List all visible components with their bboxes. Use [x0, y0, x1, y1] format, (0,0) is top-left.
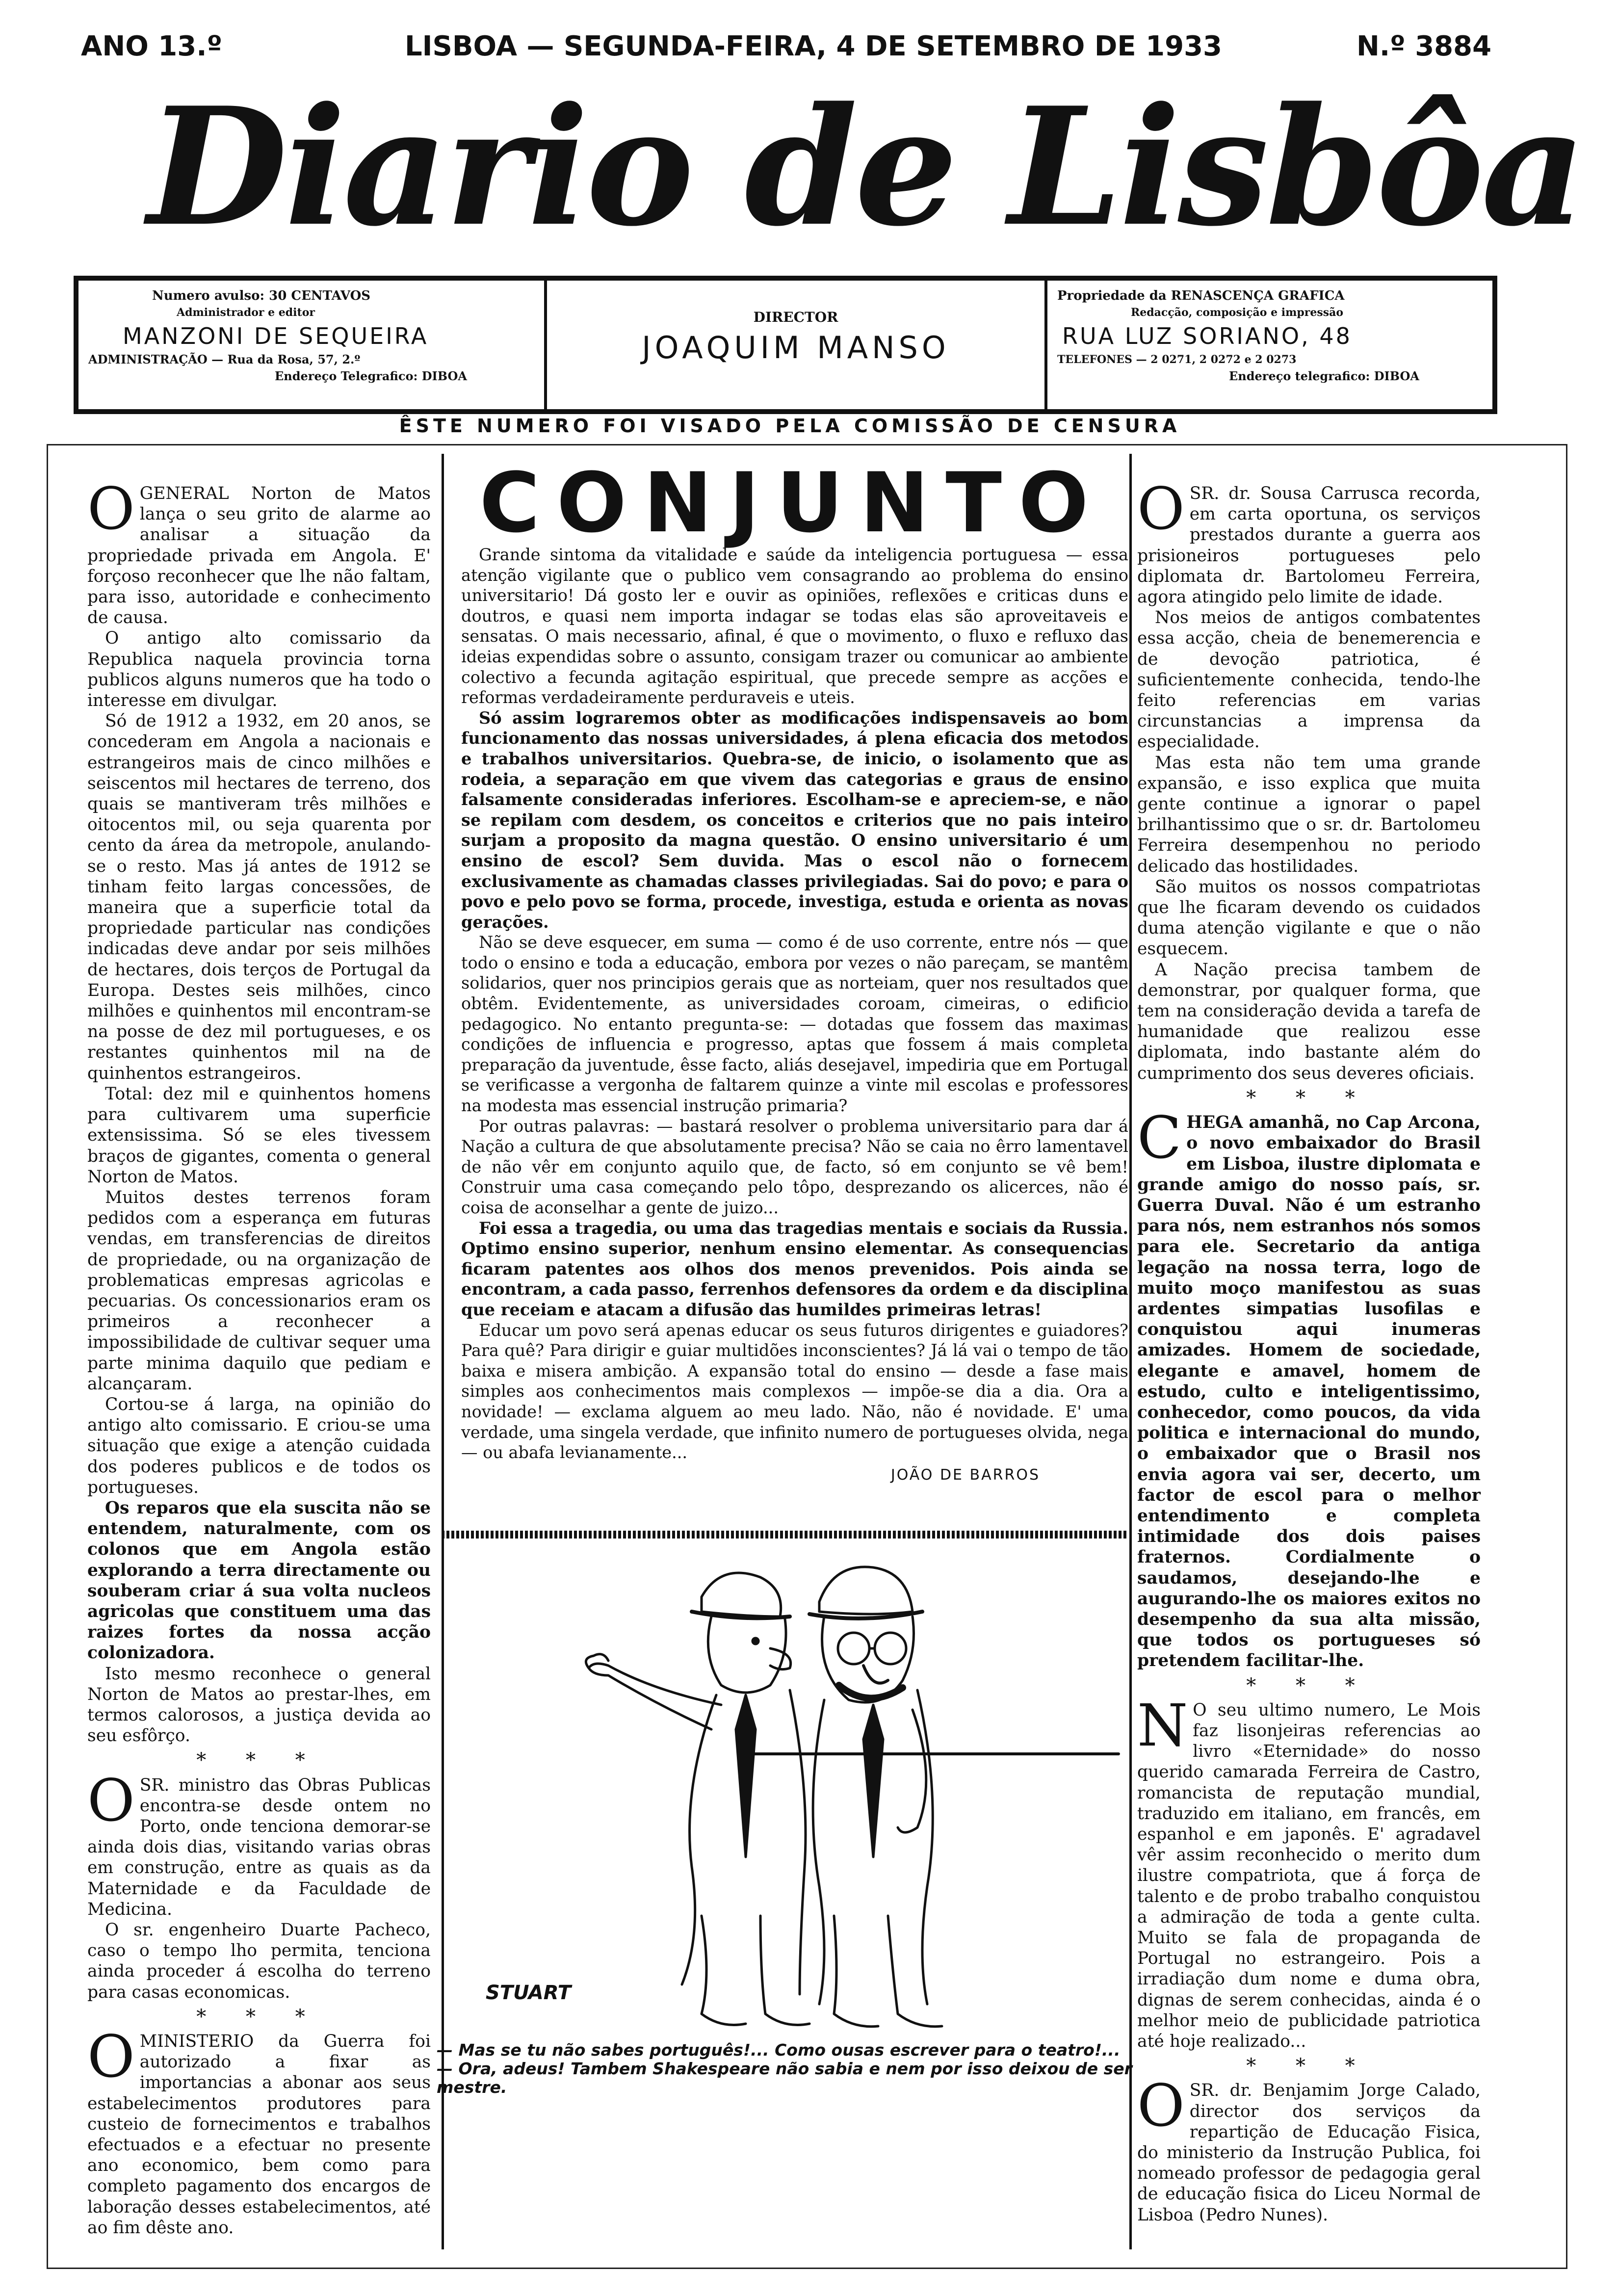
telegraph-left: Endereço Telegrafico: DIBOA: [275, 369, 468, 383]
info-center: [547, 281, 1047, 409]
street-address: RUA LUZ SORIANO, 48: [1062, 323, 1352, 349]
right-p7: NO seu ultimo numero, Le Mois faz lisonjeiras referencias ao livro «Eternidade» do nosso querido camarada Ferreira de Castro, romancista de reputação mundial, traduzido em italiano, em francês, em espanhol e em japonês. E' agradavel vêr assim reconhecido o merito dum ilustre compatriota, que á força de talento e de probo trabalho conquistou a admiração de toda a gente culta. Muito se fala de propaganda de Portugal no estrangeiro. Pois a irradiação dum nome e duma obra, dignas de serem conhecidas, ainda é o melhor meio de publicidade patriotica até hoje realizado...: [1137, 1691, 1481, 2052]
left-column: [87, 475, 431, 2238]
article-byline: JOÃO DE BARROS: [890, 1466, 1040, 1484]
cartoon-drawing: [446, 1543, 1123, 2038]
center-article: [461, 545, 1128, 1485]
right-p4: São muitos os nossos compatriotas que lhe ficaram devendo os cuidados duma atenção vigilante e que o não esquecem.: [1137, 877, 1481, 959]
dateline-bar: [81, 30, 1494, 75]
left-p6: Cortou-se á larga, na opinião do antigo alto comissario. E criou-se uma situação que exige a atenção cuidada dos poderes publicos e de todos os portugueses.: [87, 1394, 431, 1497]
right-p2: Nos meios de antigos combatentes essa acção, cheia de benemerencia e de devoção patriotica, é suficientemente conhecida, tendo-lhe feito referencias em varias circunstancias a imprensa da especialidade.: [1137, 608, 1481, 752]
center-p3: Não se deve esquecer, em suma — como é de uso corrente, entre nós — que todo o ensino e toda a educação, embora por vezes o não pareçam, se mantêm solidarios, quer nos principios gerais que as norteiam, quer nos resultados que obtêm. Evidentemente, as universidades coroam, cimeiras, o edificio pedagogico. No entanto pregunta-se: — dotadas que fossem das maximas condições de influencia e progresso, aptas que fossem á mais completa preparação da juventude, êsse facto, aliás desejavel, impediria que em Portugal se verificasse a vergonha de faltarem quinze a vinte mil escolas e professores na modesta mas essencial instrução primaria?: [461, 933, 1128, 1116]
center-p4: Por outras palavras: — bastará resolver o problema universitario para dar á Nação a cultura de que absolutamente precisa? Não se caia no êrro lamentavel de não vêr em conjunto aquilo que, de facto, só em conjunto se vê bem! Construir uma casa começando pelo tôpo, desprezando os alicerces, não é coisa de aconselhar a gente de juizo...: [461, 1116, 1128, 1217]
admin-label: Administrador e editor: [177, 306, 315, 319]
director-label: DIRECTOR: [753, 309, 838, 325]
admin-address: ADMINISTRAÇÃO — Rua da Rosa, 57, 2.º: [88, 352, 361, 366]
cartoon-divider: [442, 1531, 1128, 1539]
left-p4: Total: dez mil e quinhentos homens para cultivarem uma superficie extensissima. Só se eles tivessem braços de gigantes, comenta o general Norton de Matos.: [87, 1084, 431, 1187]
price: Numero avulso: 30 CENTAVOS: [152, 288, 371, 303]
admin-name: MANZONI DE SEQUEIRA: [123, 323, 429, 349]
owner: Propriedade da RENASCENÇA GRAFICA: [1057, 288, 1345, 303]
separator-stars: * * *: [196, 1749, 322, 1772]
separator-stars: * * *: [1246, 1674, 1372, 1697]
telegraph-right: Endereço telegrafico: DIBOA: [1229, 369, 1419, 383]
caption-line-2: — Ora, adeus! Tambem Shakespeare não sabia e nem por isso deixou de ser mestre.: [437, 2059, 1132, 2097]
cartoon-caption: [437, 2041, 1133, 2097]
censorship-notice: ÊSTE NUMERO FOI VISADO PELA COMISSÃO DE CENSURA: [399, 415, 1181, 437]
year-label: ANO 13.º: [81, 30, 223, 62]
article-headline: CONJUNTO: [479, 455, 1105, 551]
left-p8: Isto mesmo reconhece o general Norton de Matos ao prestar-lhes, em termos calorosos, a justiça devida ao seu esfôrço.: [87, 1664, 431, 1746]
left-p10: O sr. engenheiro Duarte Pacheco, caso o tempo lho permita, tenciona ainda proceder á escolha do terreno para casas economicas.: [87, 1920, 431, 2002]
center-p2: Só assim lograremos obter as modificações indispensaveis ao bom funcionamento das nossas universidades, á plena eficacia dos metodos e trabalhos universitarios. Quebra-se, de inicio, o isolamento que as rodeia, a separação em que vivem das categorias e graus de ensino falsamente consideradas inferiores. Escolham-se e apreciem-se, e não se repilam com desdem, os conceitos e criterios que no pais inteiro surjam a proposito da magna questão. O ensino universitario é um ensino de escol? Sem duvida. Mas o escol não o fornecem exclusivamente as chamadas classes privilegiadas. Sai do povo; e para o povo e pelo povo se forma, procede, investiga, estuda e orienta as novas gerações.: [461, 708, 1128, 932]
left-p2: O antigo alto comissario da Republica naquela provincia torna publicos alguns numeros que ha todo o interesse em divulgar.: [87, 628, 431, 711]
right-p8: OSR. dr. Benjamim Jorge Calado, director dos serviços da repartição de Educação Fisica, do ministerio da Instrução Publica, foi nomeado professor de pedagogia geral de educação fisica do Liceu Normal de Lisboa (Pedro Nunes).: [1137, 2072, 1481, 2225]
left-p11: OMINISTERIO da Guerra foi autorizado a fixar as importancias a abonar aos seus estabelecimentos produtores para custeio de fornecimentos e trabalhos efectuados e a efectuar no presente ano economico, bem como para completo pagamento dos encargos de laboração desses estabelecimentos, até ao fim dêste ano.: [87, 2023, 431, 2238]
left-p5: Muitos destes terrenos foram pedidos com a esperança em futuras vendas, em transferencias de direitos de propriedade, ou na organização de problematicas empresas agricolas e pecuarias. Os concessionarios eram os primeiros a reconhecer a impossibilidade de cultivar sequer uma parte minima daquilo que pediam e alcançaram.: [87, 1187, 431, 1394]
right-p6: CHEGA amanhã, no Cap Arcona, o novo embaixador do Brasil em Lisboa, ilustre diplomata e grande amigo do nosso país, sr. Guerra Duval. Não é um estranho para nós, nem estranhos nós somos para ele. Secretario da antiga legação na nossa terra, logo de muito moço manifestou as suas ardentes simpatias lusofilas e conquistou aqui inumeras amizades. Homem de sociedade, elegante e amavel, homem de estudo, culto e inteligentissimo, conhecedor, como poucos, da vida politica e internacional do mundo, o embaixador que o Brasil nos envia agora vai ser, decerto, um factor de escol para o melhor entendimento e completa intimidade dos dois paises fraternos. Cordialmente o saudamos, desejando-lhe e augurando-lhe os maiores exitos no desempenho da sua alta missão, que todos os portugueses só pretendem facilitar-lhe.: [1137, 1104, 1481, 1671]
left-p3: Só de 1912 a 1932, em 20 anos, se concederam em Angola a nacionais e estrangeiros mais de cinco milhões e seiscentos mil hectares de terreno, dos quais se mantiveram três milhões e oitocentos mil, ou seja quarenta por cento da área da metropole, anulando-se o resto. Mas já antes de 1912 se tinham feito largas concessões, de maneira que a superficie total da propriedade particular nas condições indicadas deve andar por seis milhões de hectares, dois terços de Portugal da Europa. Destes seis milhões, cinco milhões e quinhentos mil encontram-se na posse de dez mil portugueses, e os restantes quinhentos mil na de quinhentos estrangeiros.: [87, 711, 431, 1083]
info-right: [1047, 281, 1492, 409]
center-p1: Grande sintoma da vitalidade e saúde da inteligencia portuguesa — essa atenção vigilante que o publico vem consagrando ao problema do ensino universitario! Dá gosto ler e ouvir as opiniões, reflexões e criticas duns e doutros, e quasi nem importa indagar se todas elas são aproveitaveis e sensatas. O mais necessario, afinal, é que o movimento, o fluxo e refluxo das ideias expendidas sobre o assunto, consigam trazer ou comunicar ao ambiente colectivo a fecunda agitação espiritual, que precede sempre as acções e reformas verdadeiramente perduraveis e uteis.: [461, 545, 1128, 707]
left-p1: OGENERAL Norton de Matos lança o seu grito de alarme ao analisar a situação da propriedade privada em Angola. E' forçoso reconhecer que lhe não faltam, para isso, autoridade e conhecimento de causa.: [87, 475, 431, 628]
issue-number: N.º 3884: [1356, 30, 1492, 62]
left-p7: Os reparos que ela suscita não se entendem, naturalmente, com os colonos que em Angola estão explorando a terra directamente ou souberam criar á sua volta nucleos agricolas que constituem uma das raizes fortes da nossa acção colonizadora.: [87, 1498, 431, 1663]
caption-line-1: — Mas se tu não sabes português!... Como ousas escrever para o teatro!...: [437, 2040, 1121, 2060]
center-p5: Foi essa a tragedia, ou uma das tragedias mentais e sociais da Russia. Optimo ensino superior, nenhum ensino elementar. As consequencias ficaram patentes aos olhos dos menos prevenidos. Pois ainda se encontram, a cada passo, ferrenhos defensores da ordem e da disciplina que receiam e atacam a difusão das humildes primeiras letras!: [461, 1218, 1128, 1319]
right-p3: Mas esta não tem uma grande expansão, e isso explica que muita gente continue a ignorar o papel brilhantissimo que o sr. dr. Bartolomeu Ferreira desempenhou no periodo delicado das hostilidades.: [1137, 753, 1481, 876]
info-box: [74, 276, 1497, 414]
phones: TELEFONES — 2 0271, 2 0272 e 2 0273: [1057, 353, 1297, 366]
cartoon-illustration: [446, 1543, 1123, 2038]
left-p9: OSR. ministro das Obras Publicas encontra-se desde ontem no Porto, onde tenciona demorar-se ainda dois dias, visitando varias obras em construção, entre as quais as da Maternidade e da Faculdade de Medicina.: [87, 1766, 431, 1919]
separator-stars: * * *: [1246, 1086, 1372, 1109]
dateline: LISBOA — SEGUNDA-FEIRA, 4 DE SETEMBRO DE 1933: [405, 30, 1222, 62]
director-name: JOAQUIM MANSO: [642, 330, 950, 365]
masthead-title: Diario de Lisbôa: [147, 72, 1584, 262]
center-p6: Educar um povo será apenas educar os seus futuros dirigentes e guiadores? Para quê? Para dirigir e guiar multidões inconscientes? Já lá vai o tempo de tão baixa e misera ambição. A expansão total do ensino — desde a fase mais simples aos conhecimentos mais complexos — impõe-se dia a dia. Ora a novidade! — exclama alguem ao meu lado. Não, não é novidade. E' uma verdade, uma singela verdade, que infinito numero de portugueses olvida, nega — ou abafa levianamente...: [461, 1320, 1128, 1462]
info-left: [78, 281, 547, 409]
cartoonist-signature: STUART: [486, 1982, 572, 2004]
column-divider-right: [1129, 454, 1132, 2249]
separator-stars: * * *: [1246, 2055, 1372, 2078]
right-column: [1137, 475, 1481, 2225]
separator-stars: * * *: [196, 2005, 322, 2028]
column-divider-left: [442, 454, 444, 2249]
right-p5: A Nação precisa tambem de demonstrar, por qualquer forma, que tem na consideração devida a tarefa de humanidade que realizou esse diplomata, indo bastante além do cumprimento dos seus deveres oficiais.: [1137, 960, 1481, 1083]
redaction: Redacção, composição e impressão: [1131, 306, 1344, 319]
right-p1: OSR. dr. Sousa Carrusca recorda, em carta oportuna, os serviços prestados durante a guerra aos prisioneiros portugueses pelo diplomata dr. Bartolomeu Ferreira, agora atingido pelo limite de idade.: [1137, 475, 1481, 607]
